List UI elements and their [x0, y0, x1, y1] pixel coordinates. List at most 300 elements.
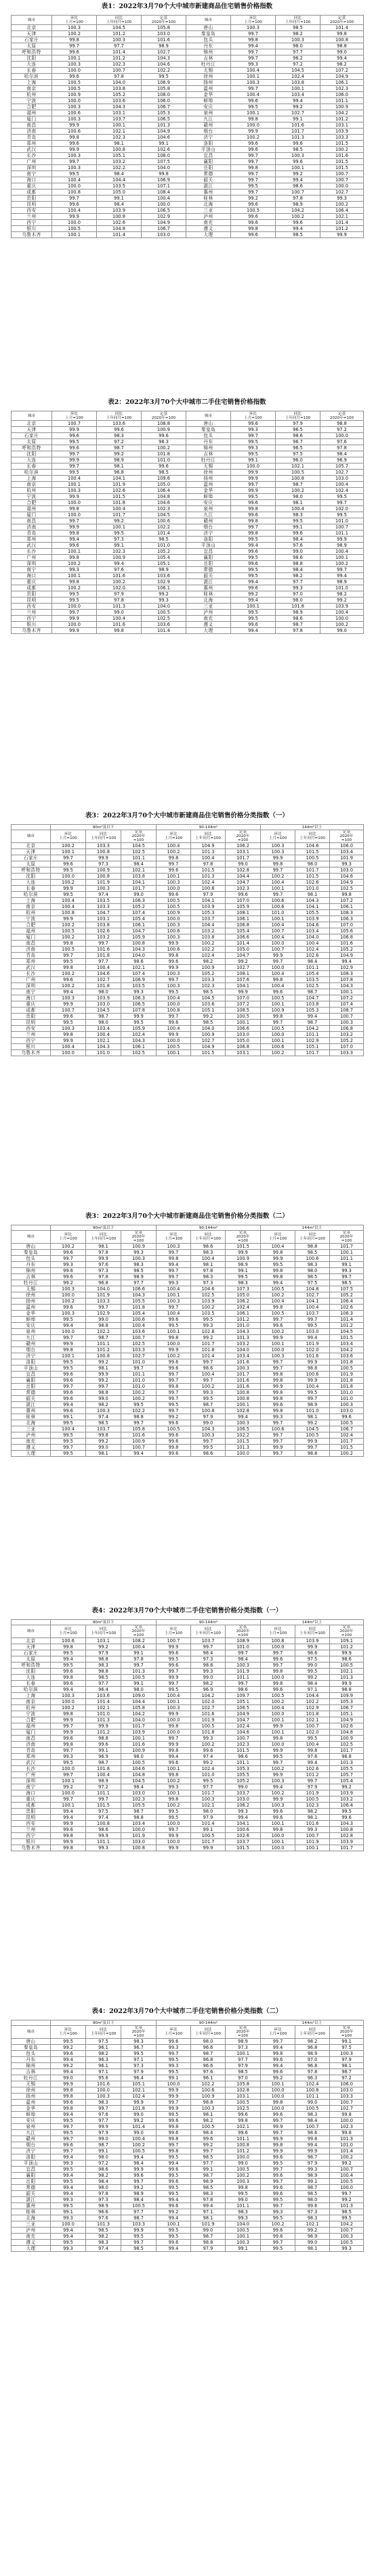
index-value: 99.3: [52, 567, 97, 573]
index-value: 105.0: [226, 1292, 261, 1298]
index-value: 97.3: [191, 1280, 226, 1286]
index-value: 98.3: [295, 2215, 330, 2221]
index-value: 99.9: [157, 2094, 191, 2100]
index-value: 101.0: [86, 1711, 121, 1717]
index-value: 97.8: [276, 196, 320, 202]
index-value: 99.2: [295, 1420, 330, 1426]
index-value: 98.6: [276, 183, 320, 189]
index-value: 98.0: [121, 1754, 157, 1760]
city-name: 西安: [12, 1821, 51, 1827]
city-name: 郑州: [12, 537, 52, 543]
index-value: 99.5: [97, 530, 142, 537]
index-value: 99.8: [261, 2051, 295, 2057]
index-value: 105.1: [191, 1008, 226, 1014]
index-value: 101.6: [226, 1359, 261, 1365]
index-value: 101.1: [320, 530, 364, 537]
index-value: 102.2: [142, 524, 186, 530]
index-value: 104.2: [320, 110, 364, 116]
city-name: 锦州: [12, 2063, 51, 2069]
city-name: 广州: [12, 555, 52, 561]
index-value: 98.7: [191, 2051, 226, 2057]
index-value: 99.5: [191, 1317, 226, 1323]
index-value: 99.2: [231, 196, 276, 202]
index-value: 106.6: [226, 934, 261, 941]
index-value: 100.6: [261, 1426, 295, 1432]
index-value: 100.4: [52, 476, 97, 482]
table-row: [12, 1050, 364, 1056]
index-value: 99.7: [261, 1432, 295, 1439]
city-name: 银川: [12, 622, 52, 628]
index-value: 99.2: [261, 2075, 295, 2081]
group-header: 90-144m²: [157, 2020, 261, 2026]
index-value: 102.1: [121, 867, 157, 874]
index-value: 99.7: [191, 1439, 226, 1445]
index-value: 103.1: [226, 2094, 261, 2100]
group-header: 90m²及以下: [51, 1225, 157, 1231]
index-value: 103.4: [226, 1353, 261, 1359]
index-value: 97.2: [276, 62, 320, 68]
index-value: 98.9: [295, 2234, 330, 2240]
index-value: 98.2: [295, 2039, 330, 2045]
index-value: 103.9: [330, 1839, 364, 1845]
index-value: 100.8: [86, 874, 121, 880]
index-value: 99.7: [231, 86, 276, 92]
index-value: 99.2: [86, 1439, 121, 1445]
index-value: 99.0: [121, 892, 157, 898]
index-value: 99.5: [295, 1390, 330, 1396]
index-value: 97.9: [191, 1815, 226, 1821]
table-row: [12, 989, 364, 995]
index-value: 100.1: [261, 1717, 295, 1723]
index-value: 99.5: [51, 2130, 86, 2136]
index-value: 101.3: [330, 2203, 364, 2209]
index-value: 104.2: [330, 1347, 364, 1353]
index-value: 100.0: [261, 2106, 295, 2112]
index-value: 101.5: [320, 159, 364, 165]
index-value: 98.7: [121, 2215, 157, 2221]
index-value: 102.9: [142, 214, 186, 220]
index-value: 100.1: [261, 1341, 295, 1347]
index-value: 100.3: [157, 922, 191, 928]
index-value: 98.5: [330, 2209, 364, 2215]
index-value: 99.9: [191, 1845, 226, 1851]
index-value: 105.2: [330, 1292, 364, 1298]
table-row: [12, 86, 364, 92]
column-header: 定基 2020年=100: [320, 411, 364, 421]
column-header: 环比 上月=100: [52, 411, 97, 421]
index-value: 104.6: [142, 62, 186, 68]
index-value: 104.0: [86, 1286, 121, 1292]
index-value: 99.6: [52, 141, 97, 147]
index-value: 98.7: [191, 1402, 226, 1408]
index-value: 100.9: [52, 92, 97, 98]
index-value: 99.5: [157, 2228, 191, 2234]
index-value: 104.8: [295, 1286, 330, 1292]
column-header: 定基 2020年 =100: [226, 830, 261, 843]
table-row: [12, 1815, 364, 1821]
index-value: 103.1: [226, 1050, 261, 1056]
city-name: 深圳: [12, 1778, 51, 1784]
index-value: 99.9: [51, 916, 86, 922]
index-value: 104.9: [142, 129, 186, 135]
index-value: 100.1: [231, 74, 276, 80]
table-row: [12, 2221, 364, 2228]
index-value: 106.1: [121, 1044, 157, 1050]
index-value: 99.6: [226, 2112, 261, 2118]
index-value: 99.9: [52, 427, 97, 433]
column-header: 城市: [12, 411, 52, 421]
table-row: [12, 1044, 364, 1050]
index-value: 101.3: [142, 122, 186, 129]
index-value: 101.7: [121, 886, 157, 892]
index-value: 101.8: [142, 451, 186, 457]
city-name: 哈尔滨: [12, 74, 52, 80]
index-value: 99.9: [226, 1250, 261, 1256]
table-row: [12, 1445, 364, 1451]
city-name: 泉州: [186, 506, 231, 512]
city-name: 南宁: [12, 171, 52, 177]
city-name: 济南: [12, 129, 52, 135]
index-value: 103.1: [226, 849, 261, 855]
index-value: 100.9: [121, 1439, 157, 1445]
index-value: 100.3: [330, 2051, 364, 2057]
city-name: 济南: [12, 947, 51, 953]
index-value: 109.1: [330, 1638, 364, 1644]
index-value: 96.8: [295, 2045, 330, 2051]
index-value: 99.5: [295, 1323, 330, 1329]
index-value: 96.1: [86, 2045, 121, 2051]
index-value: 101.3: [226, 1335, 261, 1341]
index-value: 106.1: [320, 80, 364, 86]
index-value: 98.7: [276, 482, 320, 488]
index-value: 102.7: [191, 1038, 226, 1044]
table-row: [12, 622, 364, 628]
table-row: [12, 464, 364, 470]
index-value: 99.3: [51, 1754, 86, 1760]
index-value: 99.5: [51, 892, 86, 898]
index-value: 98.7: [97, 445, 142, 451]
city-name: 北京: [12, 421, 52, 427]
index-value: 98.3: [295, 2112, 330, 2118]
table-row: [12, 983, 364, 989]
index-value: 99.5: [320, 512, 364, 518]
index-value: 100.1: [157, 1050, 191, 1056]
index-value: 105.3: [295, 1008, 330, 1014]
table-row: [12, 874, 364, 880]
index-value: 105.4: [142, 555, 186, 561]
index-value: 97.2: [86, 1784, 121, 1790]
city-name: 昆明: [12, 1020, 51, 1026]
index-value: 102.3: [226, 886, 261, 892]
table-row: [12, 1711, 364, 1717]
index-value: 107.4: [121, 971, 157, 977]
index-value: 99.6: [51, 1378, 86, 1384]
index-value: 100.8: [276, 476, 320, 482]
table-row: [12, 2069, 364, 2075]
city-name: 九江: [186, 512, 231, 518]
index-value: 101.8: [86, 1766, 121, 1772]
index-value: 101.5: [330, 1335, 364, 1341]
table-row: [12, 530, 364, 537]
index-value: 99.7: [261, 1663, 295, 1669]
index-value: 103.4: [121, 1821, 157, 1827]
index-value: 98.8: [330, 1754, 364, 1760]
index-value: 98.4: [121, 861, 157, 867]
index-value: 100.9: [97, 555, 142, 561]
index-value: 99.8: [51, 1742, 86, 1748]
column-header: 定基 2020年=100: [142, 411, 186, 421]
index-value: 98.2: [191, 2118, 226, 2124]
index-value: 99.4: [52, 537, 97, 543]
index-value: 99.1: [295, 2179, 330, 2185]
index-value: 99.7: [86, 1797, 121, 1803]
index-value: 101.6: [97, 622, 142, 628]
index-value: 107.2: [330, 898, 364, 904]
index-value: 99.6: [157, 1020, 191, 1026]
index-value: 99.4: [226, 1414, 261, 1420]
index-value: 103.6: [97, 98, 142, 104]
index-value: 100.4: [261, 971, 295, 977]
city-name: 南充: [12, 1439, 51, 1445]
index-value: 101.8: [121, 2106, 157, 2112]
index-value: 104.7: [86, 910, 121, 916]
city-name: 成都: [12, 585, 52, 591]
index-value: 99.7: [261, 2240, 295, 2246]
index-value: 100.3: [121, 1256, 157, 1262]
index-value: 99.6: [276, 530, 320, 537]
city-name: 宜昌: [12, 2167, 51, 2173]
index-value: 101.5: [226, 1244, 261, 1250]
index-value: 97.0: [295, 2057, 330, 2063]
table-row: [12, 537, 364, 543]
index-value: 100.6: [295, 1372, 330, 1378]
index-value: 103.5: [86, 898, 121, 904]
index-value: 100.4: [276, 506, 320, 512]
column-header: 定基 2020年 =100: [121, 1231, 157, 1244]
index-value: 98.3: [226, 2209, 261, 2215]
index-value: 99.8: [330, 2112, 364, 2118]
table-row: [12, 604, 364, 610]
table-row: [12, 1426, 364, 1432]
index-value: 98.0: [276, 43, 320, 49]
city-name: 天津: [12, 427, 52, 433]
index-value: 98.1: [86, 1451, 121, 1457]
index-value: 103.8: [86, 922, 121, 928]
index-value: 99.5: [231, 183, 276, 189]
index-value: 102.7: [142, 49, 186, 55]
index-value: 100.2: [261, 1766, 295, 1772]
index-value: 104.1: [121, 880, 157, 886]
index-value: 98.8: [295, 1244, 330, 1250]
index-value: 102.7: [276, 110, 320, 116]
column-header: 同比 上年同月=100: [191, 2026, 226, 2039]
index-value: 100.2: [276, 488, 320, 494]
index-value: 105.3: [226, 1766, 261, 1772]
index-value: 102.5: [191, 1292, 226, 1298]
index-value: 102.6: [295, 880, 330, 886]
table-row: [12, 1262, 364, 1268]
index-value: 101.7: [191, 1839, 226, 1845]
table-row: [12, 1408, 364, 1414]
city-name: 包头: [186, 37, 231, 43]
index-value: 99.8: [51, 1711, 86, 1717]
index-value: 100.3: [157, 934, 191, 941]
table-row: [12, 555, 364, 561]
index-value: 101.7: [191, 1341, 226, 1347]
index-value: 102.1: [295, 2221, 330, 2228]
table-row: [12, 1014, 364, 1020]
index-value: 99.4: [320, 55, 364, 62]
index-value: 100.1: [261, 1038, 295, 1044]
index-value: 103.6: [191, 1001, 226, 1008]
index-value: 105.4: [121, 1311, 157, 1317]
index-value: 100.6: [52, 110, 97, 116]
index-value: 99.9: [261, 953, 295, 959]
city-name: 遵义: [12, 1445, 51, 1451]
table-row: [12, 1717, 364, 1723]
index-value: 99.0: [226, 2161, 261, 2167]
city-name: 南宁: [12, 567, 52, 573]
index-value: 101.1: [86, 1839, 121, 1845]
index-value: 99.7: [51, 1384, 86, 1390]
index-value: 99.5: [157, 2234, 191, 2240]
index-value: 98.9: [295, 2051, 330, 2057]
index-value: 99.6: [52, 543, 97, 549]
index-value: 98.4: [191, 2130, 226, 2136]
index-value: 100.0: [330, 2185, 364, 2191]
index-value: 100.2: [261, 1329, 295, 1335]
group-header: 90-144m²: [157, 1225, 261, 1231]
index-value: 102.4: [121, 2094, 157, 2100]
index-value: 96.5: [276, 427, 320, 433]
index-value: 99.9: [86, 1833, 121, 1839]
index-value: 99.6: [157, 2167, 191, 2173]
index-value: 99.6: [261, 2057, 295, 2063]
table-row: [12, 1020, 364, 1026]
column-header: 同比 上年同月=100: [191, 830, 226, 843]
index-value: 96.5: [276, 445, 320, 451]
index-value: 100.5: [295, 1432, 330, 1439]
index-value: 99.6: [52, 74, 97, 80]
table-row: [12, 2179, 364, 2185]
index-value: 101.9: [191, 2221, 226, 2228]
index-value: 99.4: [157, 1754, 191, 1760]
index-value: 100.5: [142, 610, 186, 616]
index-value: 99.7: [86, 2106, 121, 2112]
index-value: 102.1: [97, 129, 142, 135]
index-value: 98.2: [86, 2051, 121, 2057]
index-value: 109.0: [121, 1693, 157, 1699]
group-header: 144m²以上: [261, 825, 364, 830]
index-value: 99.5: [121, 2234, 157, 2240]
city-name: 襄阳: [186, 555, 231, 561]
index-value: 97.8: [191, 1268, 226, 1274]
index-value: 99.6: [121, 2173, 157, 2179]
index-value: 100.9: [191, 1032, 226, 1038]
index-value: 99.8: [261, 977, 295, 983]
index-value: 99.5: [330, 1809, 364, 1815]
index-value: 99.9: [52, 616, 97, 622]
index-value: 101.9: [330, 1372, 364, 1378]
index-value: 98.9: [226, 1262, 261, 1268]
index-value: 103.0: [86, 1001, 121, 1008]
index-value: 100.8: [121, 941, 157, 947]
index-value: 99.8: [231, 37, 276, 43]
index-value: 100.3: [52, 116, 97, 122]
index-value: 99.6: [231, 202, 276, 208]
index-value: 98.1: [97, 464, 142, 470]
city-name: 无锡: [12, 2081, 51, 2087]
index-value: 103.7: [226, 1790, 261, 1797]
index-value: 99.1: [51, 1414, 86, 1420]
city-name: 乌鲁木齐: [12, 1050, 51, 1056]
city-name: 九江: [186, 116, 231, 122]
index-value: 99.6: [295, 2203, 330, 2209]
table-row: [12, 1414, 364, 1420]
index-value: 99.9: [86, 2124, 121, 2130]
table-row: [12, 2246, 364, 2252]
index-value: 99.6: [261, 1323, 295, 1329]
city-name: 成都: [12, 1803, 51, 1809]
city-name: 安庆: [12, 1323, 51, 1329]
index-value: 99.9: [157, 1845, 191, 1851]
table-row: [12, 1280, 364, 1286]
index-value: 98.8: [191, 2100, 226, 2106]
index-value: 99.5: [51, 2167, 86, 2173]
index-value: 106.1: [226, 916, 261, 922]
index-value: 100.3: [261, 843, 295, 849]
index-value: 99.7: [330, 1274, 364, 1280]
group-header: 90m²及以下: [51, 1620, 157, 1625]
index-value: 105.5: [121, 1803, 157, 1809]
city-name: 天津: [12, 31, 52, 37]
index-value: 99.9: [51, 1730, 86, 1736]
index-value: 99.5: [52, 439, 97, 445]
index-value: 101.3: [97, 604, 142, 610]
index-value: 100.0: [320, 183, 364, 189]
index-value: 99.8: [51, 1845, 86, 1851]
city-name: 唐山: [186, 25, 231, 31]
column-header: 定基 2020年 =100: [330, 830, 364, 843]
index-value: 108.8: [142, 421, 186, 427]
index-value: 100.7: [295, 1723, 330, 1730]
index-value: 99.1: [157, 2075, 191, 2081]
index-value: 100.4: [157, 1311, 191, 1317]
table-row: [12, 1286, 364, 1292]
index-value: 98.5: [191, 2154, 226, 2161]
index-value: 100.9: [191, 2094, 226, 2100]
city-name: 青岛: [12, 530, 52, 537]
index-value: 100.0: [121, 1827, 157, 1833]
index-value: 106.4: [320, 208, 364, 214]
table-row: [12, 1760, 364, 1766]
index-value: 99.4: [231, 579, 276, 585]
index-value: 99.9: [157, 1347, 191, 1353]
index-value: 101.1: [121, 855, 157, 861]
index-value: 103.7: [191, 1638, 226, 1644]
city-name: 深圳: [12, 165, 52, 171]
index-value: 103.7: [86, 1426, 121, 1432]
index-value: 104.0: [121, 1717, 157, 1723]
index-value: 102.3: [191, 983, 226, 989]
index-value: 99.8: [261, 1372, 295, 1378]
index-value: 97.8: [191, 2197, 226, 2203]
index-value: 99.8: [157, 1384, 191, 1390]
index-value: 97.0: [276, 591, 320, 597]
index-value: 101.2: [320, 116, 364, 122]
table-title: 表3：2022年3月70个大中城市新建商品住宅销售价格分类指数（二）: [85, 1213, 289, 1220]
index-value: 99.7: [86, 1384, 121, 1390]
